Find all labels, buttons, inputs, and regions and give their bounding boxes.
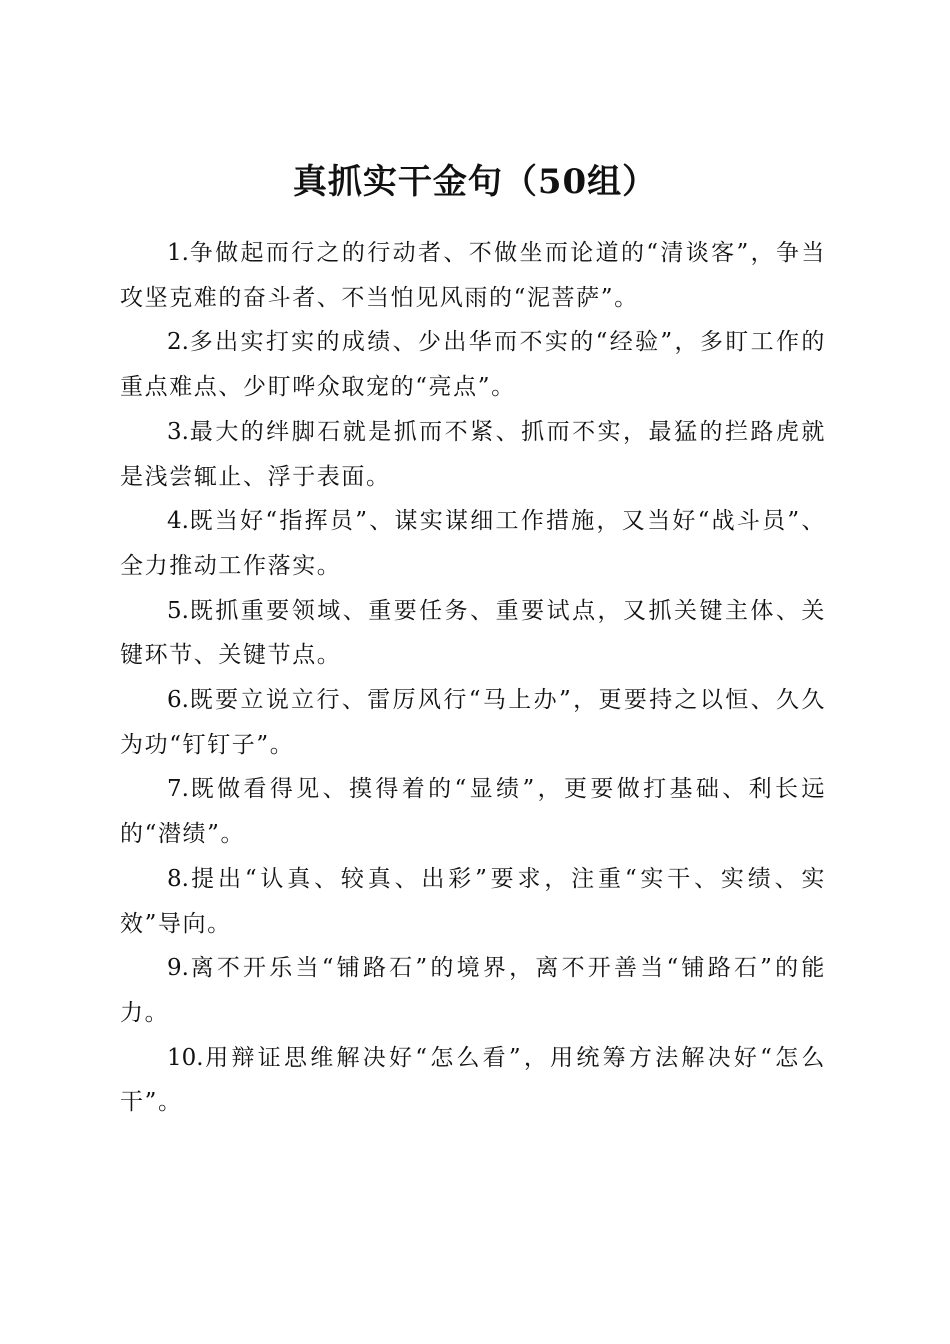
list-item <box>120 589 826 678</box>
item-text: 既抓重要领域、重要任务、重要试点，又抓关键主体、关键环节、关键节点。 <box>120 597 826 669</box>
list-item <box>120 320 826 409</box>
item-text: 用辩证思维解决好“怎么看”，用统筹方法解决好“怎么干”。 <box>120 1044 826 1116</box>
item-text: 多出实打实的成绩、少出华而不实的“经验”，多盯工作的重点难点、少盯哗众取宠的“亮点”。 <box>120 329 826 401</box>
item-text: 既当好“指挥员”、谋实谋细工作措施，又当好“战斗员”、全力推动工作落实。 <box>120 508 826 579</box>
item-number: 9. <box>167 955 189 982</box>
item-text: 提出“认真、较真、出彩”要求，注重“实干、实绩、实效”导向。 <box>120 865 826 937</box>
list-item <box>120 410 826 499</box>
item-number: 10. <box>167 1044 204 1071</box>
item-text: 既要立说立行、雷厉风行“马上办”，更要持之以恒、久久为功“钉钉子”。 <box>120 687 826 758</box>
document-body <box>120 231 826 1125</box>
list-item <box>120 857 826 946</box>
item-number: 4. <box>167 508 189 535</box>
item-number: 6. <box>167 687 189 714</box>
item-text: 争做起而行之的行动者、不做坐而论道的“清谈客”，争当攻坚克难的奋斗者、不当怕见风雨的“泥菩萨”。 <box>120 240 826 311</box>
list-item <box>120 678 826 767</box>
document-title: 真抓实干金句（50组） <box>292 161 658 202</box>
list-item <box>120 767 826 856</box>
item-number: 1. <box>167 240 189 266</box>
item-number: 3. <box>167 418 189 445</box>
list-item <box>120 231 826 320</box>
list-item <box>120 946 826 1035</box>
item-number: 2. <box>167 329 189 356</box>
item-number: 7. <box>167 776 189 803</box>
item-number: 8. <box>167 865 189 892</box>
item-text: 既做看得见、摸得着的“显绩”，更要做打基础、利长远的“潜绩”。 <box>120 776 826 848</box>
list-item <box>120 499 826 588</box>
list-item <box>120 1036 826 1125</box>
item-number: 5. <box>167 597 189 624</box>
item-text: 最大的绊脚石就是抓而不紧、抓而不实，最猛的拦路虎就是浅尝辄止、浮于表面。 <box>120 418 826 490</box>
item-text: 离不开乐当“铺路石”的境界，离不开善当“铺路石”的能力。 <box>120 955 826 1026</box>
